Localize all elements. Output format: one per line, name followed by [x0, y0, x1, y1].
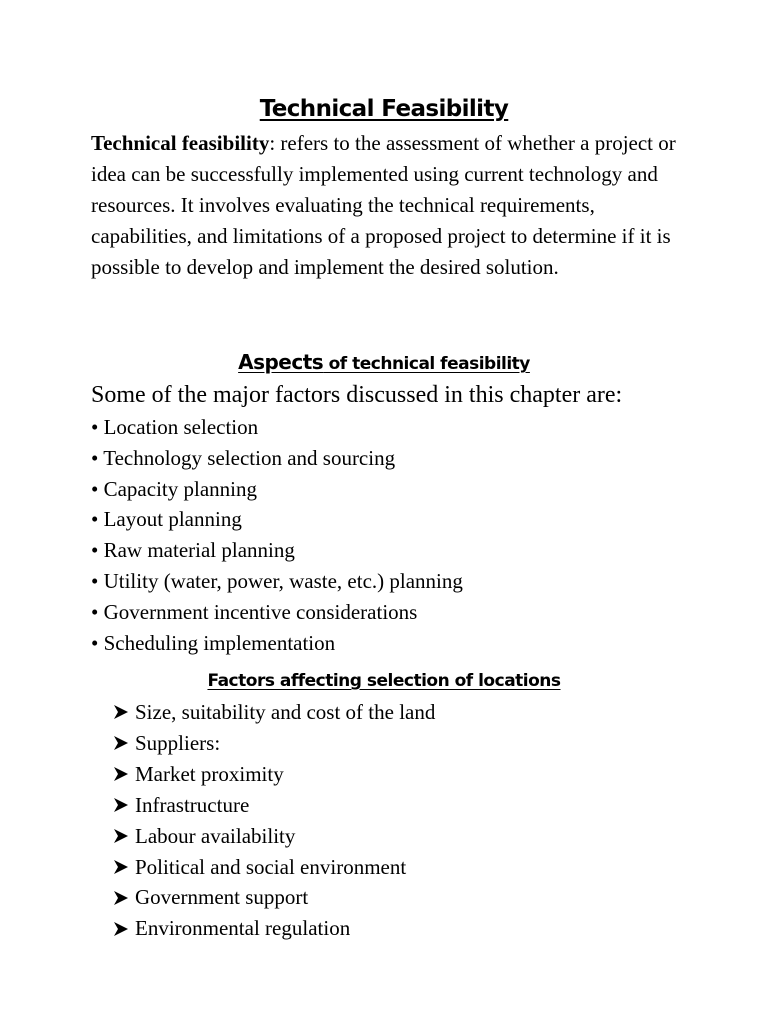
aspects-heading	[0, 350, 768, 374]
list-item-label: Labour availability	[135, 823, 296, 848]
aspects-list	[91, 412, 463, 658]
arrowhead-icon	[113, 759, 129, 789]
lead-sentence: Some of the major factors discussed in this chapter are:	[91, 382, 623, 408]
list-item: • Technology selection and sourcing	[91, 445, 396, 470]
arrowhead-icon	[113, 852, 129, 882]
list-item	[113, 821, 435, 852]
aspects-heading-rest: of technical feasibility	[323, 354, 530, 374]
list-item: • Capacity planning	[91, 476, 257, 501]
list-item-label: Market proximity	[135, 761, 284, 786]
intro-text: : refers to the assessment of whether a project or idea can be successfully implemented using current technology and resources. It involves evaluating the technical requirements, capabilities, and limitations of a proposed project to determine if it is possible to develop and implement the desired solution.	[91, 131, 676, 279]
list-item-label: Political and social environment	[135, 854, 407, 879]
page-title: Technical Feasibility	[259, 96, 509, 122]
list-item: • Utility (water, power, waste, etc.) planning	[91, 568, 463, 593]
list-item-label: Size, suitability and cost of the land	[135, 700, 436, 724]
list-item	[113, 790, 435, 821]
list-item	[113, 852, 435, 883]
list-item	[113, 759, 435, 790]
list-item: • Scheduling implementation	[91, 630, 336, 655]
list-item	[113, 913, 435, 944]
arrowhead-icon	[113, 914, 129, 944]
factors-list	[113, 697, 435, 944]
list-item-label: Infrastructure	[135, 792, 250, 817]
list-item: • Location selection	[91, 415, 259, 439]
list-item-label: Suppliers:	[135, 730, 221, 755]
arrowhead-icon	[113, 697, 129, 727]
list-item	[113, 882, 435, 913]
list-item-label: Government support	[135, 885, 309, 910]
list-item: • Government incentive considerations	[91, 599, 418, 624]
arrowhead-icon	[113, 728, 129, 758]
arrowhead-icon	[113, 883, 129, 913]
list-item-label: Environmental regulation	[135, 916, 351, 941]
aspects-heading-first-word: Aspects	[238, 350, 324, 374]
list-item: • Raw material planning	[91, 538, 295, 563]
intro-paragraph	[91, 128, 681, 283]
list-item	[113, 728, 435, 759]
list-item: • Layout planning	[91, 507, 242, 532]
arrowhead-icon	[113, 790, 129, 820]
intro-term: Technical feasibility	[91, 131, 270, 155]
factors-heading: Factors affecting selection of locations	[207, 671, 561, 691]
arrowhead-icon	[113, 821, 129, 851]
list-item	[113, 697, 435, 728]
